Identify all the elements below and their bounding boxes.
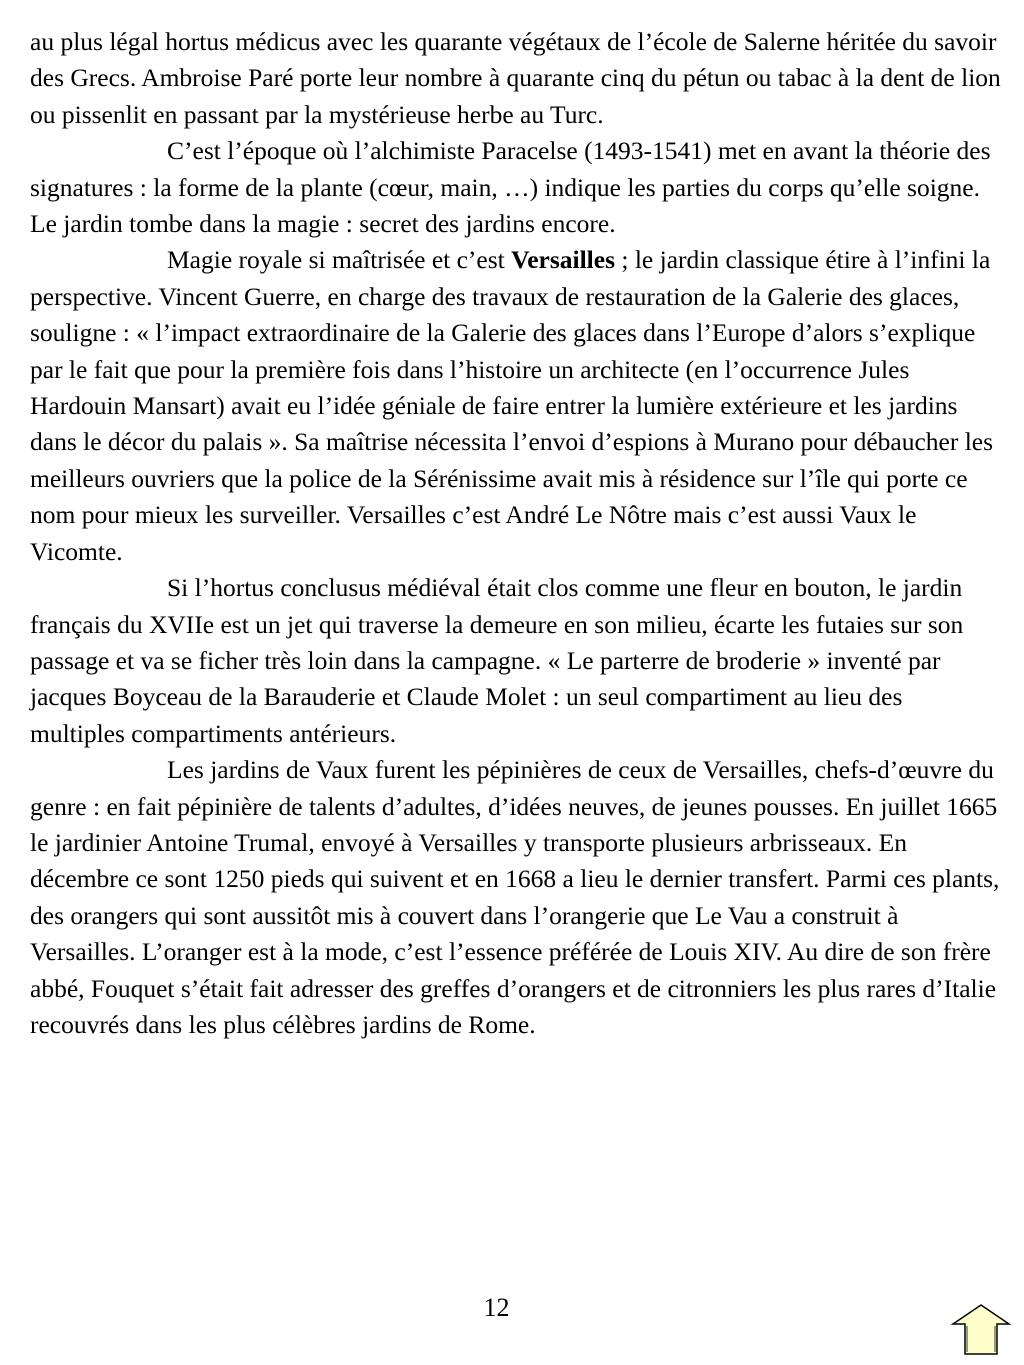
- paragraph-1: au plus légal hortus médicus avec les quarante végétaux de l’école de Salerne héritée du savoir des Grecs. Ambroise Paré porte leur nombre à quarante cinq du pétun ou tabac à la dent de lion ou pissenlit en passant par la mystérieuse herbe au Turc.: [30, 27, 1001, 129]
- paragraph-3: [30, 242, 1002, 570]
- paragraph-3-rest: ; le jardin classique étire à l’infini la perspective. Vincent Guerre, en charge des travaux de restauration de la Galerie des glaces, souligne : « l’impact extraordinaire de la Galerie des glaces dans l’Europe d’alors s’explique par le fait que pour la première fois dans l’histoire un architecte (en l’occurrence Jules Hardouin Mansart) avait eu l’idée géniale de faire entrer la lumière extérieure et les jardins dans le décor du palais ». Sa maîtrise nécessita l’envoi d’espions à Murano pour débaucher les meilleurs ouvriers que la police de la Sérénissime avait mis à résidence sur l’île qui porte ce nom pour mieux les surveiller. Versailles c’est André Le Nôtre mais c’est aussi Vaux le Vicomte.: [30, 245, 994, 566]
- paragraph-5: Les jardins de Vaux furent les pépinières de ceux de Versailles, chefs-d’œuvre du genre : en fait pépinière de talents d’adultes, d’idées neuves, de jeunes pousses. En juillet 1665 le jardinier Antoine Trumal, envoyé à Versailles y transporte plusieurs arbrisseaux. En décembre ce sont 1250 pieds qui suivent et en 1668 a lieu le dernier transfert. Parmi ces plants, des orangers qui sont aussitôt mis à couvert dans l’orangerie que Le Vau a construit à Versailles. L’oranger est à la mode, c’est l’essence préférée de Louis XIV. Au dire de son frère abbé, Fouquet s’était fait adresser des greffes d’orangers et de citronniers les plus rares d’Italie recouvrés dans les plus célèbres jardins de Rome.: [30, 755, 1000, 1039]
- paragraph-4: Si l’hortus conclusus médiéval était clos comme une fleur en bouton, le jardin français du XVIIe est un jet qui traverse la demeure en son milieu, écarte les futaies sur son passage et va se ficher très loin dans la campagne. « Le parterre de broderie » inventé par jacques Boyceau de la Barauderie et Claude Molet : un seul compartiment au lieu des multiples compartiments antérieurs.: [30, 573, 964, 748]
- paragraph-2: C’est l’époque où l’alchimiste Paracelse (1493-1541) met en avant la théorie des signatures : la forme de la plante (cœur, main, …) indique les parties du corps qu’elle soigne. Le jardin tombe dans la magie : secret des jardins encore.: [30, 136, 991, 239]
- page-number: 12: [483, 1293, 510, 1322]
- paragraph-3-intro: Magie royale si maîtrisée et c’est: [167, 245, 512, 275]
- up-arrow-icon[interactable]: [950, 1302, 1012, 1357]
- document-body: [30, 24, 1002, 1043]
- versailles-emphasis: Versailles: [511, 245, 616, 275]
